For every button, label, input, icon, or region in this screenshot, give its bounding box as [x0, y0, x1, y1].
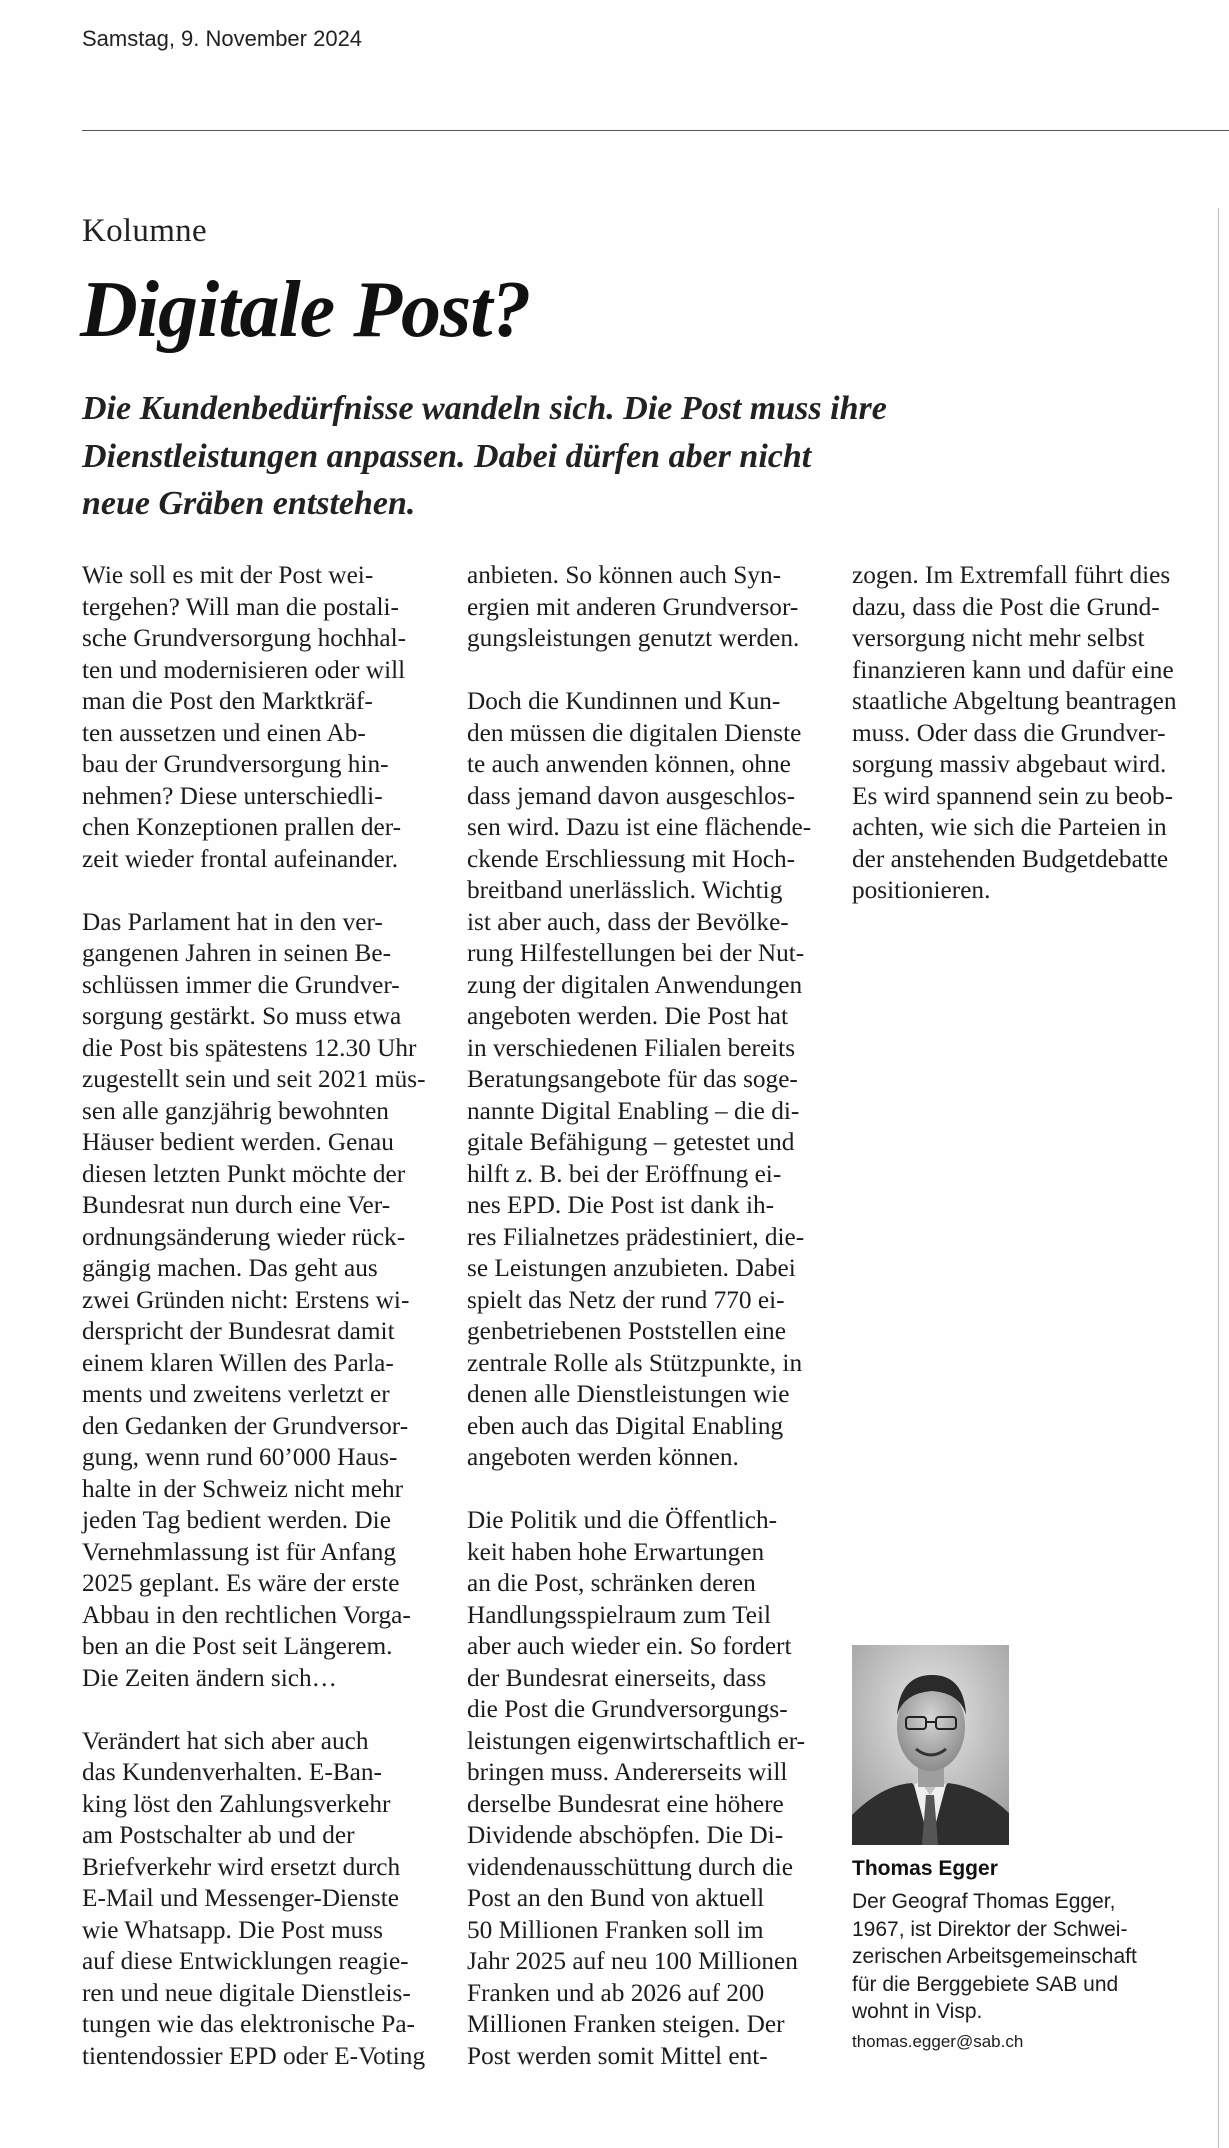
article-line: ren und neue digitale Dienstleis- — [82, 1978, 411, 2007]
header-divider — [82, 130, 1229, 131]
column-divider — [1218, 208, 1219, 2148]
article-line: genbetriebenen Poststellen eine — [467, 1317, 786, 1345]
article-line: sen alle ganzjährig bewohnten — [82, 1096, 389, 1125]
author-bio-line: 1967, ist Direktor der Schwei- — [852, 1917, 1128, 1941]
article-line: rung Hilfestellungen bei der Nut- — [467, 939, 805, 967]
article-line: ments und zweitens verletzt er — [82, 1380, 390, 1408]
article-line: den Gedanken der Grundversor- — [82, 1411, 409, 1440]
article-line: derselbe Bundesrat eine höhere — [467, 1789, 784, 1818]
article-line: tungen wie das elektronische Pa- — [82, 2010, 415, 2038]
article-line: auf diese Entwicklungen reagie- — [82, 1947, 409, 1975]
article-line: denen alle Dienstleistungen wie — [467, 1380, 790, 1408]
author-bio-line: Der Geograf Thomas Egger, — [852, 1890, 1116, 1913]
article-paragraph — [467, 560, 823, 655]
article-line: gängig machen. Das geht aus — [82, 1254, 378, 1282]
article-line: breitband unerlässlich. Wichtig — [467, 876, 783, 904]
article-line: ben an die Post seit Längerem. — [82, 1632, 393, 1660]
article-line: wie Whatsapp. Die Post muss — [82, 1915, 383, 1944]
article-line: Post werden somit Mittel ent- — [467, 2041, 768, 2070]
article-column-2 — [467, 560, 823, 2072]
article-line: zwei Gründen nicht: Erstens wi- — [82, 1285, 410, 1314]
article-line: ckende Erschliessung mit Hoch- — [467, 844, 796, 873]
article-line: E-Mail und Messenger-Dienste — [82, 1884, 400, 1912]
article-line: Wie soll es mit der Post wei- — [82, 561, 374, 589]
article-lead — [82, 385, 982, 528]
article-line: aber auch wieder ein. So fordert — [467, 1632, 792, 1660]
article-line: chen Konzeptionen prallen der- — [82, 813, 402, 841]
article-line: Abbau in den rechtlichen Vorga- — [82, 1600, 411, 1629]
article-line: tergehen? Will man die postali- — [82, 592, 399, 621]
article-line: hilft z. B. bei der Eröffnung ei- — [467, 1159, 782, 1188]
article-line: Die Politik und die Öffentlich- — [467, 1506, 778, 1534]
article-paragraph — [467, 1505, 823, 2072]
article-paragraph — [467, 686, 823, 1474]
article-line: diesen letzten Punkt möchte der — [82, 1159, 406, 1188]
article-line: ordnungsänderung wieder rück- — [82, 1222, 406, 1251]
article-line: ergien mit anderen Grundversor- — [467, 592, 799, 621]
article-line: zung der digitalen Anwendungen — [467, 970, 803, 999]
article-line: keit haben hohe Erwartungen — [467, 1537, 765, 1566]
article-line: Häuser bedient werden. Genau — [82, 1128, 394, 1156]
article-line: sorgung massiv abgebaut wird. — [852, 750, 1167, 778]
article-column-3 — [852, 560, 1212, 907]
author-email: thomas.egger@sab.ch — [852, 2032, 1024, 2051]
article-line: die Post die Grundversorgungs- — [467, 1695, 788, 1723]
article-line: sorgung gestärkt. So muss etwa — [82, 1002, 402, 1030]
author-bio-line: zerischen Arbeitsgemeinschaft — [852, 1945, 1137, 1968]
lead-line: Die Kundenbedürfnisse wandeln sich. Die Post muss ihre — [82, 390, 887, 427]
article-line: nannte Digital Enabling – die di- — [467, 1096, 800, 1125]
article-line: leistungen eigenwirtschaftlich er- — [467, 1726, 806, 1755]
article-line: res Filialnetzes prädestiniert, die- — [467, 1222, 805, 1251]
article-line: gungsleistungen genutzt werden. — [467, 624, 800, 652]
article-line: sen wird. Dazu ist eine flächende- — [467, 813, 812, 841]
article-line: dass jemand davon ausgeschlos- — [467, 781, 796, 810]
article-line: Jahr 2025 auf neu 100 Millionen — [467, 1947, 798, 1975]
article-line: Verändert hat sich aber auch — [82, 1726, 369, 1755]
article-line: Bundesrat nun durch eine Ver- — [82, 1191, 391, 1219]
article-line: Briefverkehr wird ersetzt durch — [82, 1852, 401, 1881]
article-paragraph — [82, 560, 452, 875]
article-line: videndenausschüttung durch die — [467, 1852, 793, 1881]
article-line: finanzieren kann und dafür eine — [852, 655, 1174, 684]
article-line: Millionen Franken steigen. Der — [467, 2010, 785, 2038]
article-line: der anstehenden Budgetdebatte — [852, 844, 1169, 873]
article-line: einem klaren Willen des Parla- — [82, 1348, 394, 1377]
author-bio-line: für die Berggebiete SAB und — [852, 1972, 1119, 1996]
article-line: staatliche Abgeltung beantragen — [852, 687, 1177, 715]
article-line: den müssen die digitalen Dienste — [467, 718, 802, 747]
article-paragraph — [852, 560, 1212, 907]
article-line: 50 Millionen Franken soll im — [467, 1915, 764, 1944]
article-line: schlüssen immer die Grundver- — [82, 970, 400, 999]
author-name: Thomas Egger — [852, 1857, 998, 1880]
author-bio — [852, 1888, 1212, 2026]
article-line: gung, wenn rund 60’000 Haus- — [82, 1443, 398, 1471]
article-line: ten aussetzen und einen Ab- — [82, 718, 366, 747]
article-line: zugestellt sein und seit 2021 müs- — [82, 1065, 426, 1093]
article-paragraph — [82, 1726, 452, 2073]
article-line: 2025 geplant. Es wäre der erste — [82, 1569, 400, 1597]
article-line: king löst den Zahlungsverkehr — [82, 1789, 391, 1818]
article-line: achten, wie sich die Parteien in — [852, 813, 1167, 841]
article-line: zogen. Im Extremfall führt dies — [852, 561, 1171, 589]
article-line: das Kundenverhalten. E-Ban- — [82, 1758, 382, 1786]
article-line: in verschiedenen Filialen bereits — [467, 1033, 796, 1062]
article-line: zentrale Rolle als Stützpunkte, in — [467, 1348, 803, 1377]
article-line: Das Parlament hat in den ver- — [82, 907, 383, 936]
article-line: derspricht der Bundesrat damit — [82, 1317, 395, 1345]
article-line: ten und modernisieren oder will — [82, 655, 406, 684]
article-line: Post an den Bund von aktuell — [467, 1884, 765, 1912]
article-line: jeden Tag bedient werden. Die — [82, 1506, 391, 1534]
article-line: dazu, dass die Post die Grund- — [852, 592, 1160, 621]
article-line: sche Grundversorgung hochhal- — [82, 624, 407, 652]
article-line: halte in der Schweiz nicht mehr — [82, 1474, 404, 1503]
article-line: bau der Grundversorgung hin- — [82, 750, 389, 778]
article-line: spielt das Netz der rund 770 ei- — [467, 1285, 785, 1314]
article-line: Dividende abschöpfen. Die Di- — [467, 1821, 784, 1849]
article-line: Beratungsangebote für das soge- — [467, 1065, 798, 1093]
article-line: Die Zeiten ändern sich… — [82, 1663, 337, 1692]
article-line: Vernehmlassung ist für Anfang — [82, 1537, 397, 1566]
article-line: se Leistungen anzubieten. Dabei — [467, 1254, 796, 1282]
lead-line: neue Gräben entstehen. — [82, 485, 416, 523]
article-line: nehmen? Diese unterschiedli- — [82, 781, 383, 810]
article-line: nes EPD. Die Post ist dank ih- — [467, 1191, 775, 1219]
article-headline: Digitale Post? — [80, 266, 531, 354]
article-line: gitale Befähigung – getestet und — [467, 1128, 795, 1156]
article-line: man die Post den Marktkräf- — [82, 687, 373, 715]
article-line: tientendossier EPD oder E-Voting — [82, 2041, 426, 2070]
article-line: die Post bis spätestens 12.30 Uhr — [82, 1033, 417, 1062]
article-paragraph — [82, 907, 452, 1695]
article-line: zeit wieder frontal aufeinander. — [82, 844, 399, 873]
author-portrait — [852, 1645, 1009, 1845]
article-line: der Bundesrat einerseits, dass — [467, 1663, 767, 1692]
article-line: angeboten werden können. — [467, 1443, 739, 1471]
article-line: versorgung nicht mehr selbst — [852, 624, 1145, 652]
section-kicker: Kolumne — [82, 213, 207, 249]
article-line: am Postschalter ab und der — [82, 1821, 355, 1849]
article-line: bringen muss. Andererseits will — [467, 1758, 788, 1786]
lead-line: Dienstleistungen anpassen. Dabei dürfen aber nicht — [82, 437, 812, 475]
article-line: eben auch das Digital Enabling — [467, 1411, 784, 1440]
article-line: Es wird spannend sein zu beob- — [852, 781, 1174, 810]
article-line: an die Post, schränken deren — [467, 1569, 756, 1597]
article-line: muss. Oder dass die Grundver- — [852, 718, 1166, 747]
article-line: Franken und ab 2026 auf 200 — [467, 1978, 765, 2007]
article-line: Doch die Kundinnen und Kun- — [467, 687, 781, 715]
article-line: ist aber auch, dass der Bevölke- — [467, 907, 789, 936]
article-line: anbieten. So können auch Syn- — [467, 561, 782, 589]
author-bio-line: wohnt in Visp. — [852, 2000, 983, 2023]
article-column-1 — [82, 560, 452, 2072]
article-line: Handlungsspielraum zum Teil — [467, 1600, 772, 1629]
article-line: te auch anwenden können, ohne — [467, 750, 791, 778]
article-line: positionieren. — [852, 876, 991, 904]
article-line: gangenen Jahren in seinen Be- — [82, 939, 392, 967]
article-line: angeboten werden. Die Post hat — [467, 1002, 789, 1030]
publication-date: Samstag, 9. November 2024 — [82, 26, 363, 51]
